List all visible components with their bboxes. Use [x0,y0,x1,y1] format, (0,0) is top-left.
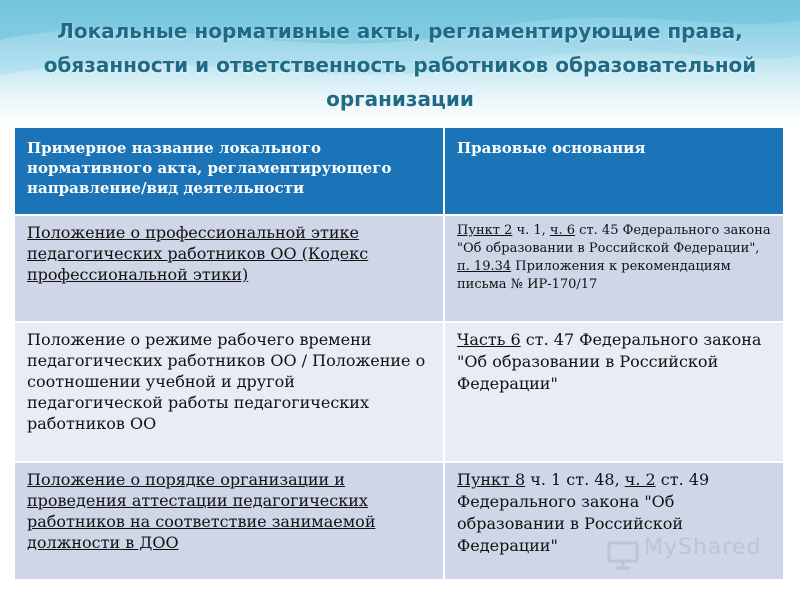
basis-link[interactable]: ч. 2 [624,470,656,489]
header-act-name: Примерное название локального нормативного акта, регламентирующего направление/вид деятельности [15,128,443,214]
basis-link[interactable]: п. 19.34 [457,259,512,274]
table-row [15,463,783,579]
basis-link[interactable]: Пункт 2 [457,223,513,238]
basis-link[interactable]: Часть 6 [457,330,521,349]
basis-text: ст. 45 Федерального закона "Об образовании в Российской Федерации", [457,223,771,256]
table-row [15,216,783,321]
basis-link[interactable]: ч. 6 [549,223,576,238]
basis-text: ст. 47 Федерального закона "Об образовании в Российской Федерации" [457,330,762,393]
act-link[interactable]: Положение о профессиональной этике педагогических работников ОО (Кодекс профессиональной этики) [27,223,369,284]
slide-title: Локальные нормативные акты, регламентирующие права, обязанности и ответственность работников образовательной организации [43,19,757,111]
basis-text: ч. 1, [512,223,550,238]
act-cell [15,216,443,321]
table-row [15,323,783,461]
acts-table [13,126,785,581]
basis-text: ч. 1 ст. 48, [525,470,625,489]
watermark-logo: MyShared [644,535,762,560]
act-cell [15,463,443,579]
basis-link[interactable]: Пункт 8 [457,470,526,489]
act-link[interactable]: Положение о порядке организации и проведения аттестации педагогических работников на соответствие занимаемой должности в ДОО [27,470,376,552]
table-header-row [15,128,783,214]
basis-cell [445,216,783,321]
act-text: Положение о режиме рабочего времени педагогических работников ОО / Положение о соотношении учебной и другой педагогической работы педагогических работников ОО [27,330,426,433]
presentation-icon [606,537,640,571]
header-legal-basis: Правовые основания [445,128,783,214]
act-cell [15,323,443,461]
basis-cell [445,323,783,461]
basis-text: ст. 49 Федерального закона "Об образовании в Российской Федерации" [457,470,710,555]
basis-text: Приложения к рекомендациям письма № ИР-170/17 [457,259,731,292]
